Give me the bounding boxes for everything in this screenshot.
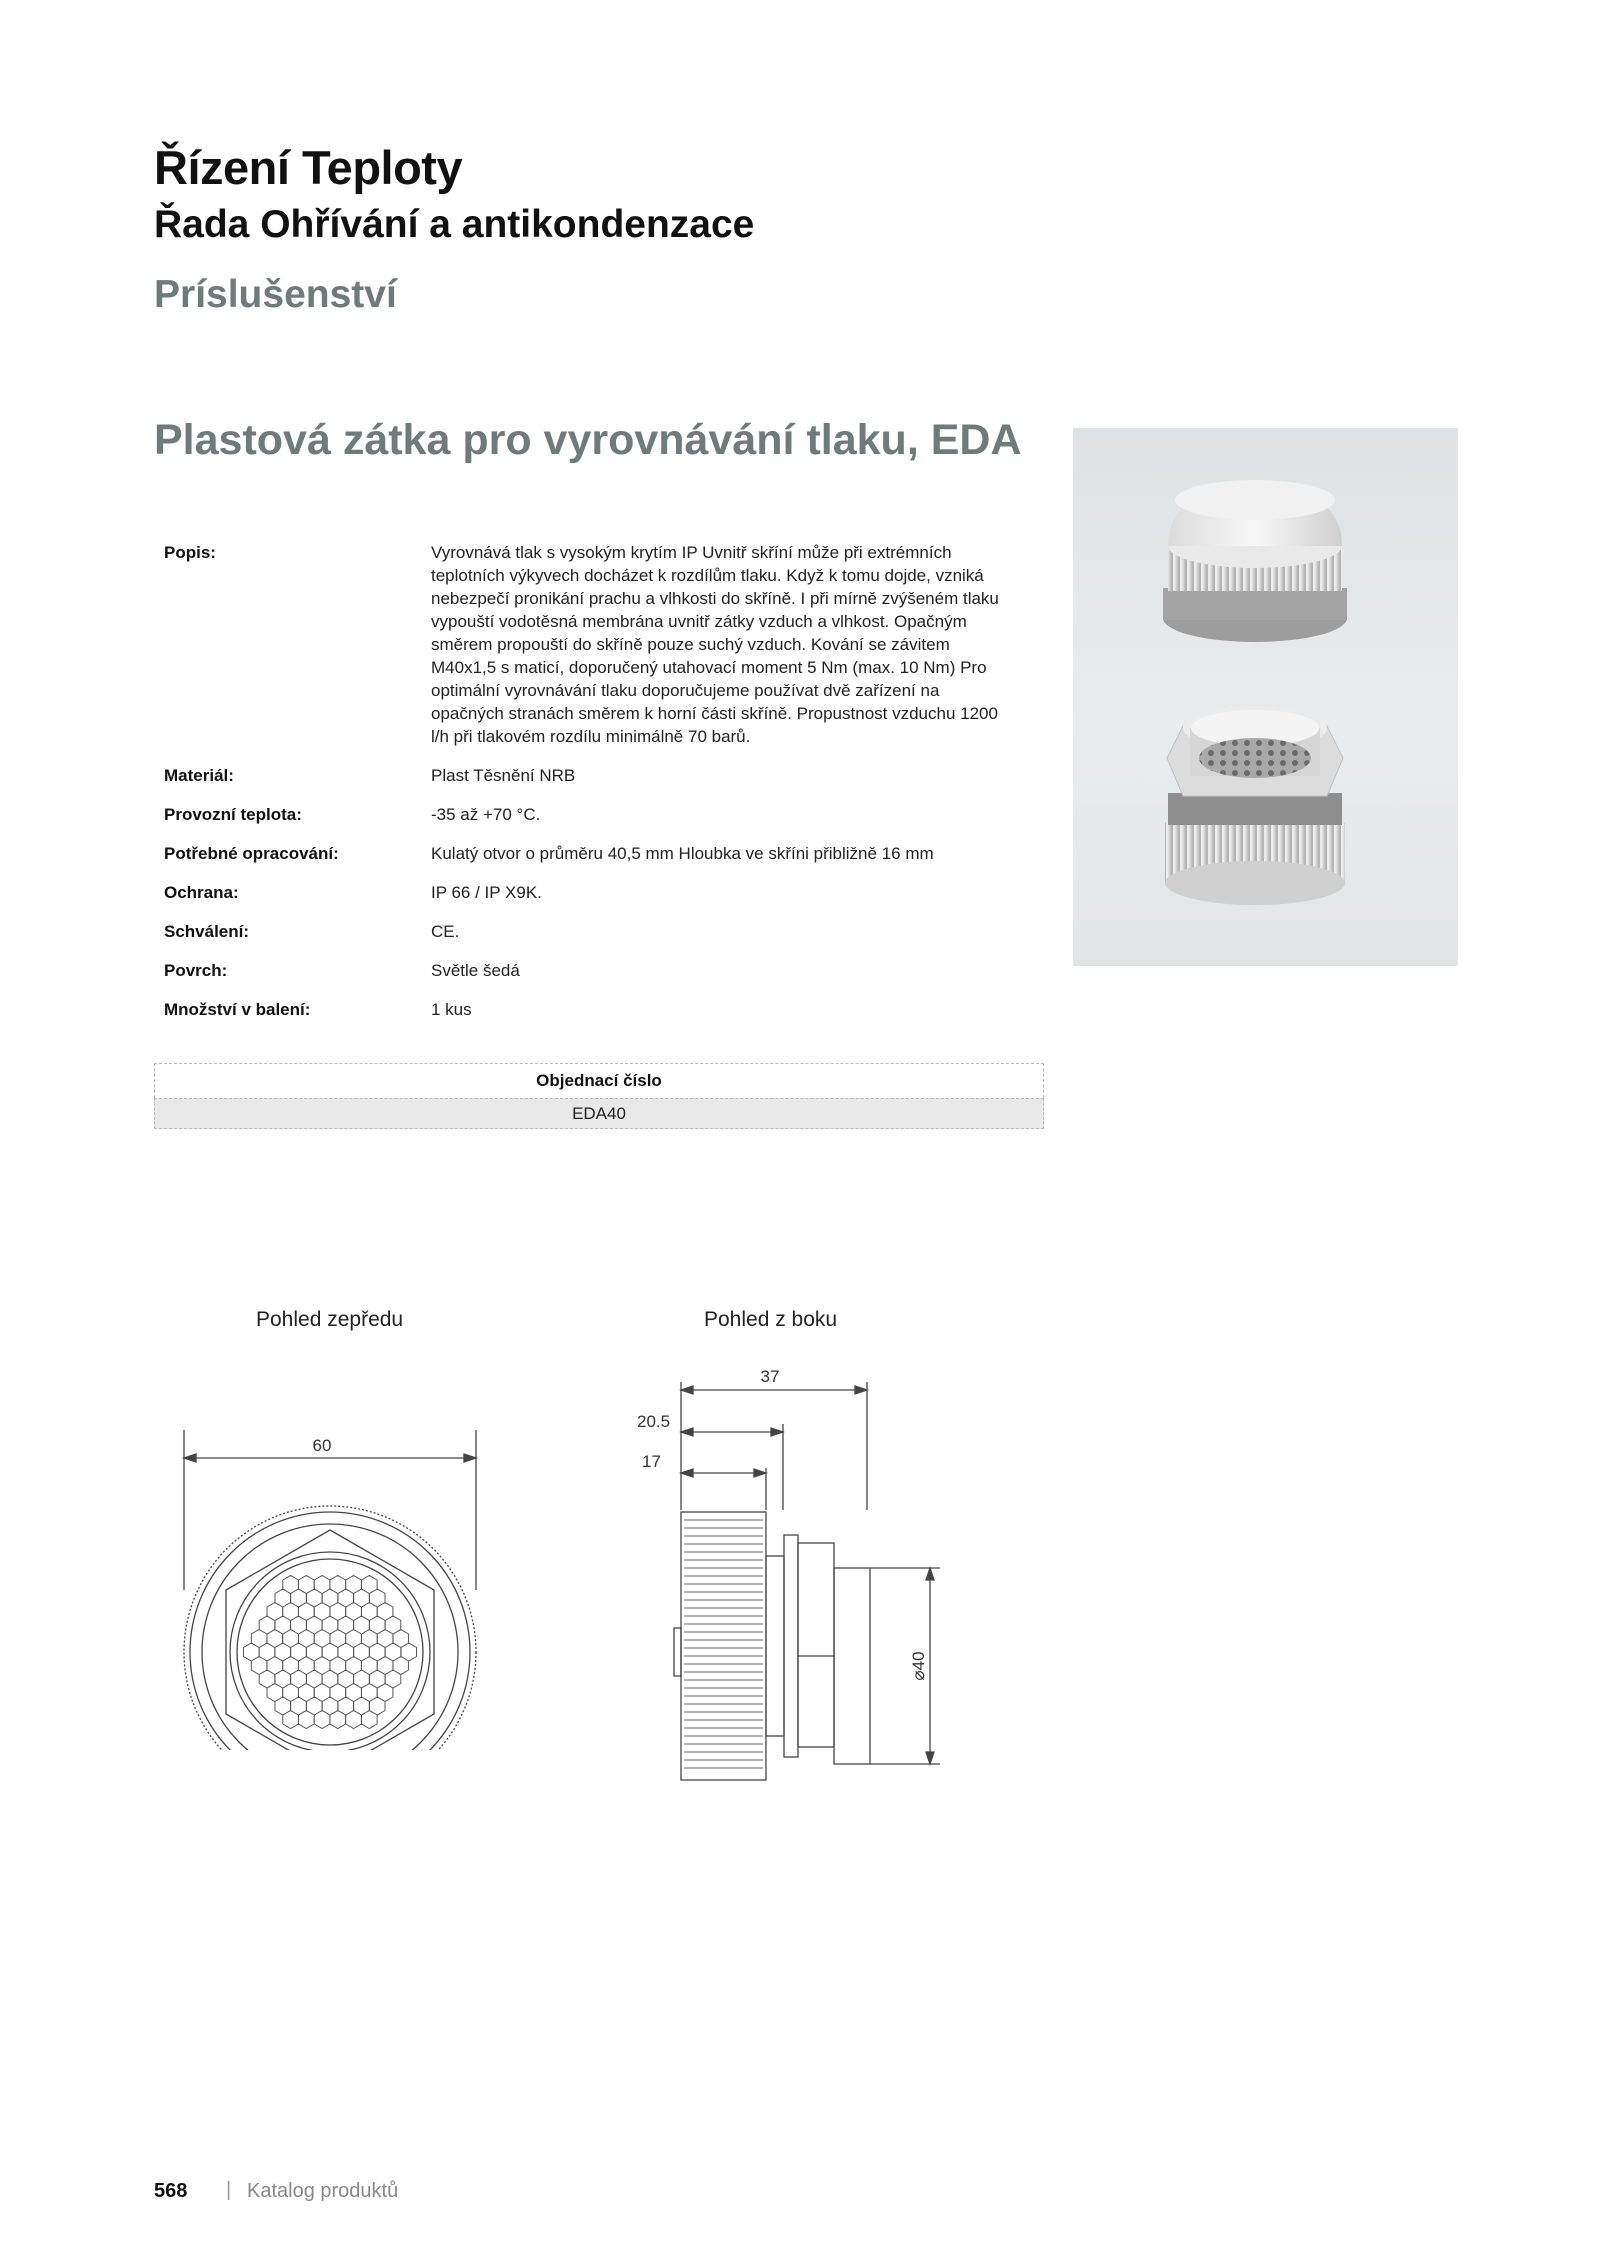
front-view-caption: Pohled zepředu	[256, 1308, 404, 1331]
spec-row-temperature	[164, 803, 1044, 826]
side-view-drawing	[620, 1360, 960, 1820]
footer-separator: |	[226, 2179, 232, 2201]
diameter-dimension: ⌀40	[909, 1651, 928, 1681]
spec-label: Ochrana:	[164, 883, 239, 902]
order-number-value: EDA40	[154, 1098, 1044, 1129]
side-total-dimension: 37	[760, 1367, 780, 1386]
spec-label: Popis:	[164, 543, 216, 562]
spec-label: Schválení:	[164, 922, 250, 941]
side-dimension-b: 17	[642, 1452, 661, 1471]
spec-label: Provozní teplota:	[164, 805, 302, 824]
product-photo	[1073, 428, 1458, 966]
page-subtitle: Řada Ohřívání a antikondenzace	[154, 203, 755, 246]
side-view-caption: Pohled z boku	[704, 1308, 838, 1331]
page-number: 568	[154, 2180, 188, 2202]
page-title: Řízení Teploty	[154, 141, 463, 194]
product-photo-illustration	[1073, 428, 1458, 966]
spec-value: CE.	[431, 922, 460, 941]
catalog-name: Katalog produktů	[247, 2180, 399, 2202]
front-view-drawing	[170, 1420, 500, 1750]
spec-value: IP 66 / IP X9K.	[431, 883, 542, 902]
spec-row-description	[164, 541, 1044, 748]
spec-value: Vyrovnává tlak s vysokým krytím IP Uvnitř skříní může při extrémních teplotních výkyvech docházet k rozdílům tlaku. Když k tomu dojde, vzniká nebezpečí pronikání prachu a vlhkosti do skříně. I při mírně zvýšeném tlaku vypouští vodotěsná membrána uvnitř zátky vzduch a vlhkost. Opačným směrem propouští do skříně pouze suchý vzduch. Kování se závitem M40x1,5 s maticí, doporučený utahovací moment 5 Nm (max. 10 Nm) Pro optimální vyrovnávání tlaku doporučujeme používat dvě zařízení na opačných stranách směrem k horní části skříně. Propustnost vzduchu 1200 l/h při tlakovém rozdílu minimálně 70 barů.	[431, 543, 999, 746]
spec-label: Materiál:	[164, 766, 234, 785]
spec-value: -35 až +70 °C.	[431, 805, 541, 824]
spec-row-material	[164, 764, 1044, 787]
spec-value: 1 kus	[431, 1000, 472, 1019]
spec-row-protection	[164, 881, 1044, 904]
spec-row-surface	[164, 959, 1044, 982]
spec-value: Plast Těsnění NRB	[431, 766, 576, 785]
spec-value: Světle šedá	[431, 961, 520, 980]
spec-row-quantity	[164, 998, 1044, 1021]
product-title: Plastová zátka pro vyrovnávání tlaku, EDA	[154, 416, 1022, 464]
spec-table	[164, 541, 1044, 1037]
order-number-header: Objednací číslo	[154, 1063, 1044, 1098]
order-number-table	[154, 1063, 1044, 1129]
side-dimension-a: 20.5	[637, 1412, 671, 1431]
section-title: Príslušenství	[154, 273, 397, 316]
spec-label: Potřebné opracování:	[164, 844, 339, 863]
spec-label: Množství v balení:	[164, 1000, 311, 1019]
spec-label: Povrch:	[164, 961, 228, 980]
front-width-dimension: 60	[312, 1436, 332, 1455]
spec-row-approval	[164, 920, 1044, 943]
spec-value: Kulatý otvor o průměru 40,5 mm Hloubka ve skříni přibližně 16 mm	[431, 844, 934, 863]
spec-row-machining	[164, 842, 1044, 865]
